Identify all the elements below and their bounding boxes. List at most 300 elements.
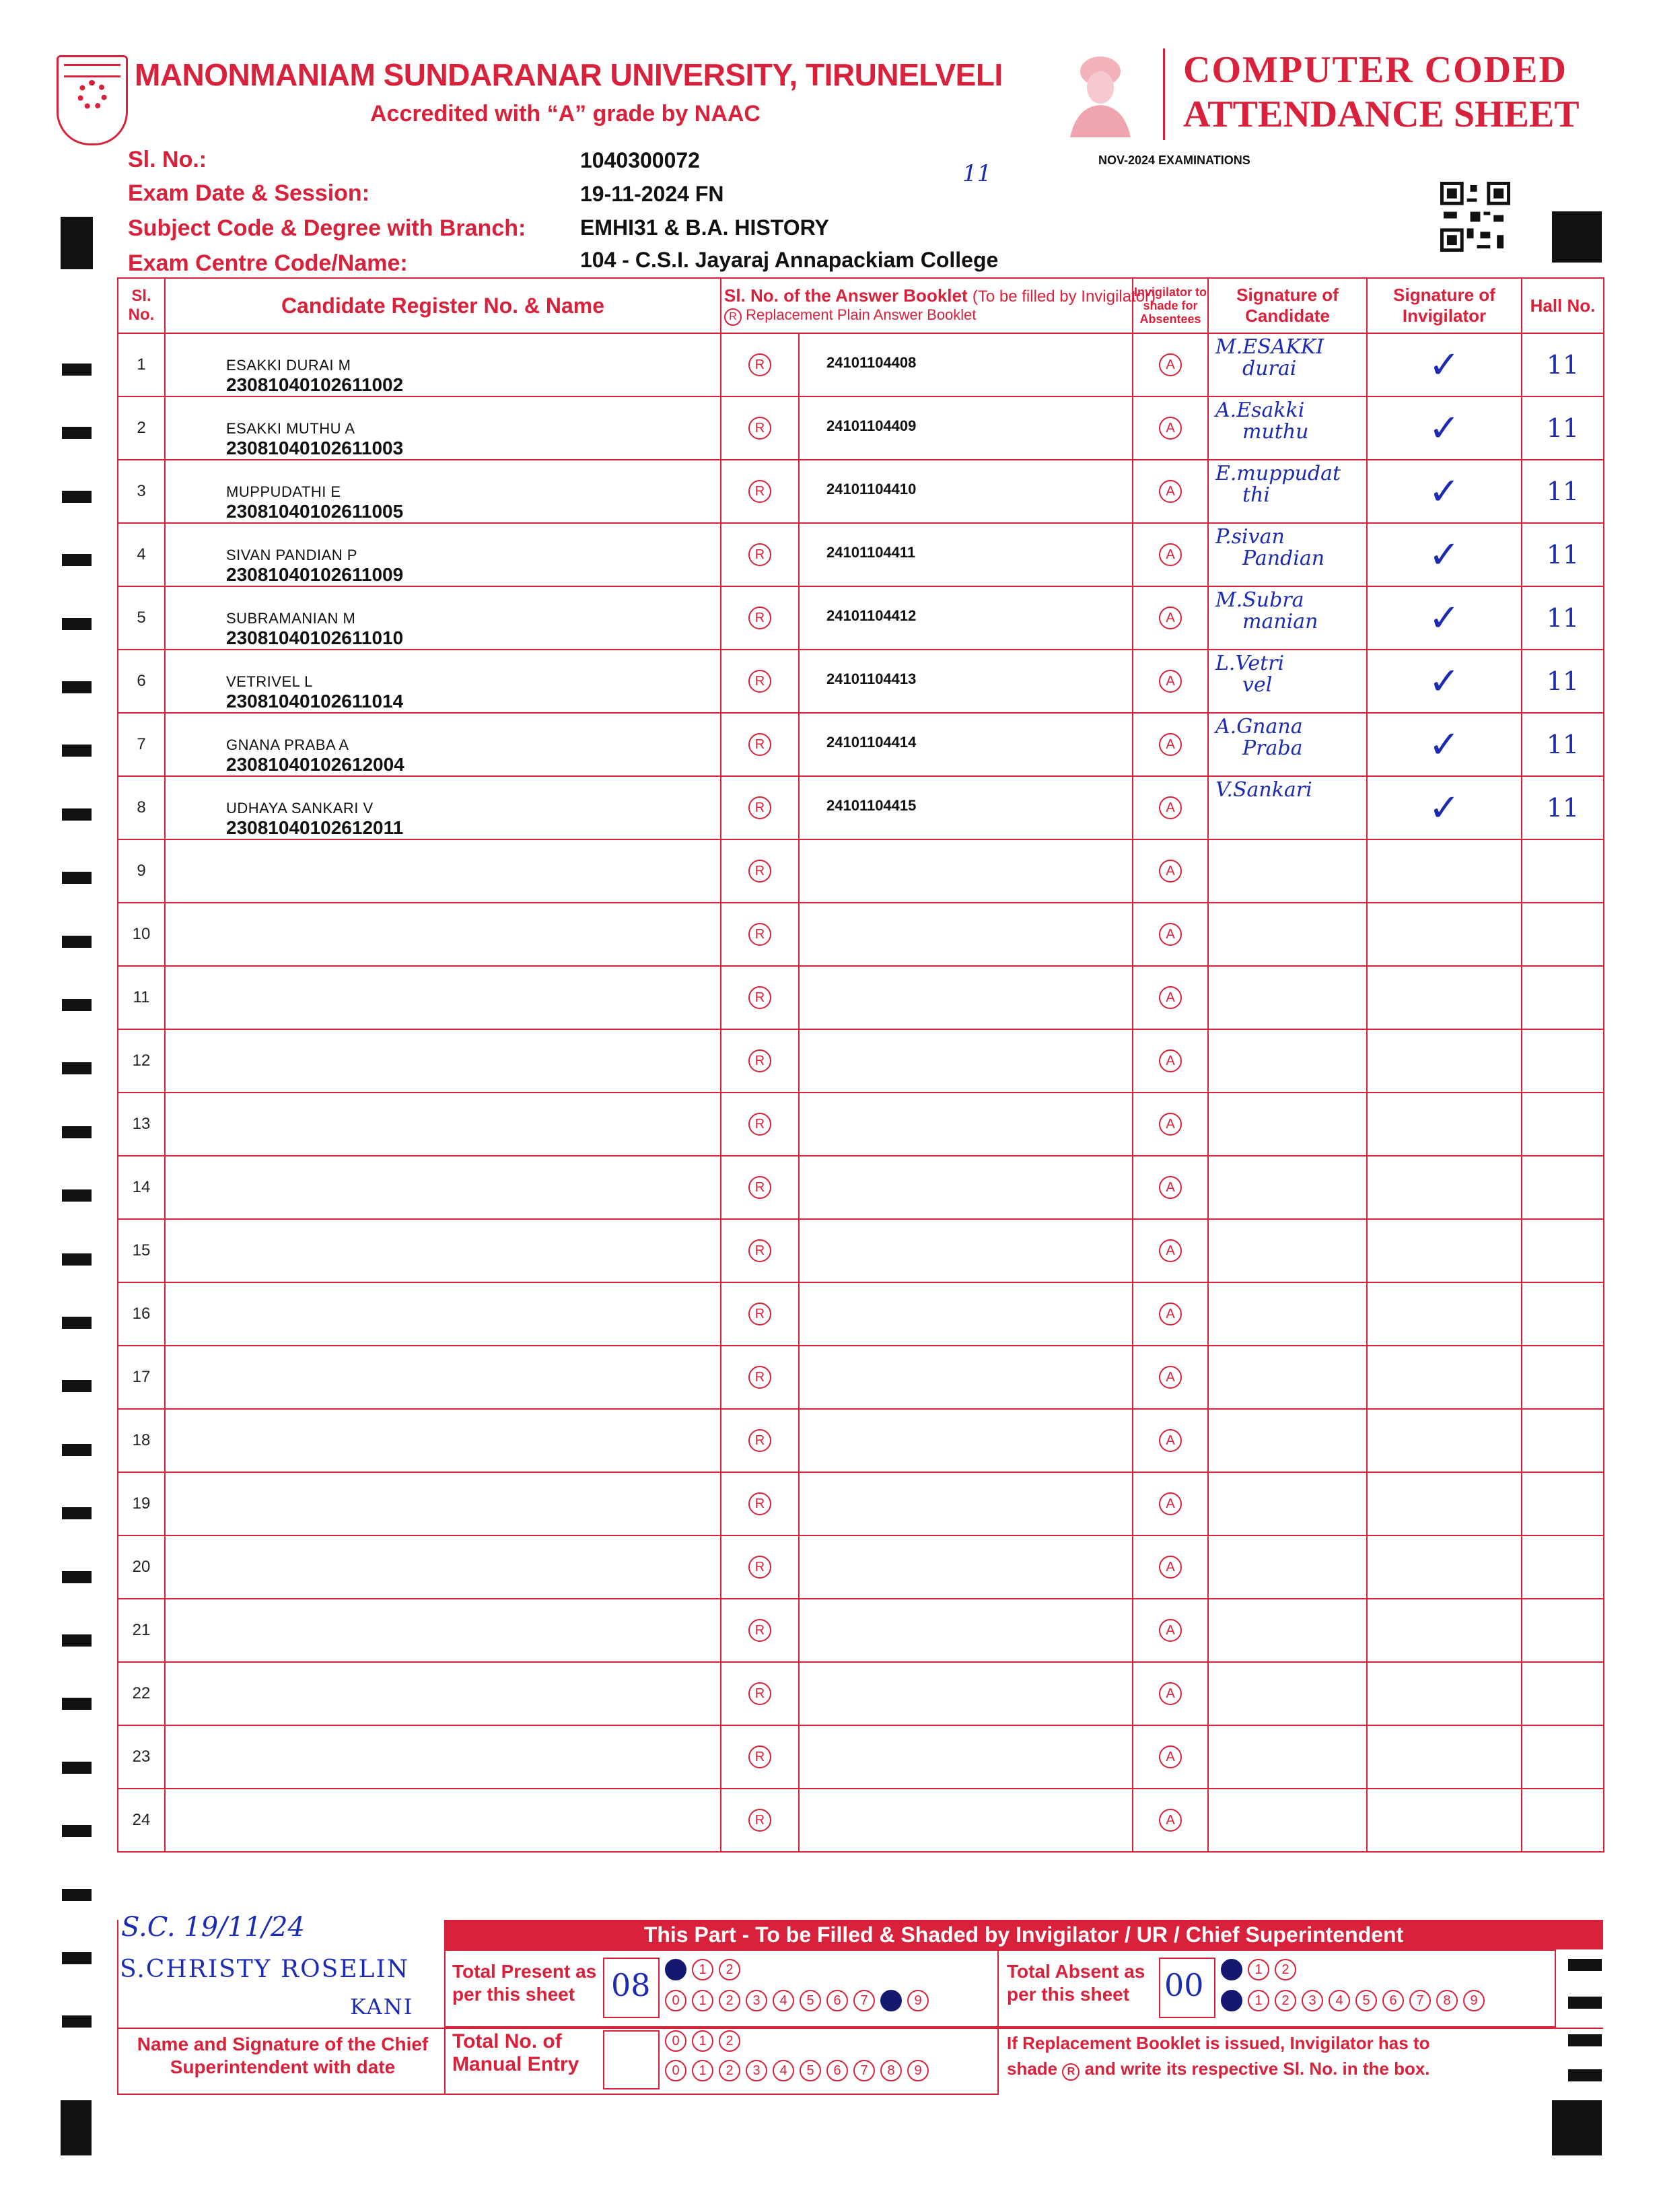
timing-mark [62, 1698, 92, 1710]
present-tens-bubbles[interactable] [665, 1959, 746, 1980]
absent-cell [1133, 1282, 1208, 1346]
present-units-bubbles[interactable] [665, 1990, 934, 2011]
candidate-name: ESAKKI MUTHU A [226, 420, 355, 437]
qr-code [1440, 182, 1510, 252]
registration-mark [1552, 2100, 1602, 2155]
absent-tens-bubbles[interactable] [1221, 1959, 1302, 1980]
sheet-title-line1: COMPUTER CODED [1183, 49, 1567, 91]
invigilator-signature-cell[interactable] [1367, 1535, 1522, 1599]
booklet-cell[interactable] [799, 650, 1133, 713]
replacement-cell [721, 1725, 799, 1789]
digit-bubble[interactable]: 8 [880, 1990, 902, 2011]
manual-entry-field[interactable] [603, 2030, 660, 2089]
booklet-cell[interactable] [799, 1599, 1133, 1662]
candidate-signature-cell[interactable] [1208, 396, 1367, 460]
digit-bubble[interactable]: 3 [746, 2060, 767, 2081]
hall-cell [1522, 1093, 1604, 1156]
row-sl: 5 [118, 586, 165, 650]
candidate-signature-cell[interactable] [1208, 713, 1367, 776]
booklet-cell[interactable] [799, 1219, 1133, 1282]
table-row [118, 1472, 1604, 1535]
absent-cell [1133, 966, 1208, 1029]
replacement-bubble[interactable]: R [748, 733, 771, 756]
absent-bubble[interactable]: A [1159, 1492, 1182, 1515]
invigilator-signature-cell[interactable] [1367, 1789, 1522, 1852]
replacement-cell [721, 1029, 799, 1093]
absent-cell [1133, 586, 1208, 650]
candidate-signature-cell[interactable] [1208, 650, 1367, 713]
absent-bubble[interactable]: A [1159, 860, 1182, 883]
absent-cell [1133, 713, 1208, 776]
chief-label: Name and Signature of the Chief Superintendent with date [137, 2034, 429, 2077]
absent-bubble[interactable]: A [1159, 1113, 1182, 1136]
hall-cell [1522, 333, 1604, 396]
booklet-cell[interactable] [799, 1029, 1133, 1093]
replacement-cell [721, 1472, 799, 1535]
absent-bubble[interactable]: A [1159, 1366, 1182, 1389]
row-sl: 24 [118, 1789, 165, 1852]
hall-number: 11 [1546, 603, 1580, 633]
replacement-bubble[interactable]: R [748, 543, 771, 566]
booklet-cell[interactable] [799, 460, 1133, 523]
replacement-bubble[interactable]: R [748, 1682, 771, 1705]
candidate-signature-cell[interactable] [1208, 333, 1367, 396]
candidate-signature-cell[interactable] [1208, 1662, 1367, 1725]
absent-cell [1133, 1725, 1208, 1789]
digit-bubble[interactable]: 3 [1302, 1990, 1323, 2011]
invigilator-signature-cell[interactable] [1367, 966, 1522, 1029]
absent-bubble[interactable]: A [1159, 543, 1182, 566]
row-sl: 22 [118, 1662, 165, 1725]
replacement-cell [721, 1093, 799, 1156]
digit-bubble[interactable]: 9 [907, 1990, 929, 2011]
candidate-register-no: 23081040102611010 [226, 627, 404, 648]
university-logo [57, 55, 128, 145]
candidate-signature-line1: P.sivan [1215, 525, 1285, 549]
absent-bubble[interactable]: A [1159, 1049, 1182, 1072]
absent-bubble[interactable]: A [1159, 1746, 1182, 1768]
table-row [118, 1662, 1604, 1725]
candidate-signature-cell[interactable] [1208, 1093, 1367, 1156]
invigilator-signature-cell[interactable] [1367, 396, 1522, 460]
candidate-signature-cell[interactable] [1208, 1029, 1367, 1093]
digit-bubble[interactable]: 3 [746, 1990, 767, 2011]
invigilator-signature-cell[interactable] [1367, 1409, 1522, 1472]
timing-mark [62, 872, 92, 884]
digit-bubble[interactable]: 0 [1221, 1990, 1242, 2011]
absent-cell [1133, 1156, 1208, 1219]
candidate-signature-line1: V.Sankari [1215, 778, 1312, 802]
invigilator-signature-cell[interactable] [1367, 333, 1522, 396]
absent-bubble[interactable]: A [1159, 1682, 1182, 1705]
booklet-cell[interactable] [799, 523, 1133, 586]
row-sl: 4 [118, 523, 165, 586]
col-header-hall: Hall No. [1522, 278, 1604, 333]
candidate-name: SUBRAMANIAN M [226, 610, 356, 627]
hall-cell [1522, 1535, 1604, 1599]
candidate-name: GNANA PRABA A [226, 736, 349, 753]
candidate-cell [165, 1535, 721, 1599]
absent-bubble[interactable]: A [1159, 1176, 1182, 1199]
absent-bubble[interactable]: A [1159, 480, 1182, 503]
replacement-cell [721, 460, 799, 523]
invigilator-signature-cell[interactable] [1367, 650, 1522, 713]
invigilator-signature: ✓ [1428, 406, 1460, 450]
timing-mark [62, 1889, 92, 1901]
candidate-register-no: 23081040102611003 [226, 438, 404, 458]
hall-cell [1522, 523, 1604, 586]
booklet-cell[interactable] [799, 966, 1133, 1029]
replacement-cell [721, 586, 799, 650]
invigilator-signature-cell[interactable] [1367, 1282, 1522, 1346]
absent-bubble[interactable]: A [1159, 923, 1182, 946]
candidate-signature-cell[interactable] [1208, 903, 1367, 966]
hall-cell [1522, 1789, 1604, 1852]
replacement-bubble[interactable]: R [748, 353, 771, 376]
absent-cell [1133, 1662, 1208, 1725]
col-header-candidate: Candidate Register No. & Name [165, 278, 721, 333]
row-sl: 18 [118, 1409, 165, 1472]
replacement-bubble[interactable]: R [748, 1176, 771, 1199]
replacement-note-shade: shade [1007, 2059, 1058, 2079]
digit-bubble[interactable]: 4 [1329, 1990, 1350, 2011]
registration-mark [61, 217, 93, 269]
booklet-cell[interactable] [799, 586, 1133, 650]
candidate-cell [165, 839, 721, 903]
invigilator-signature: ✓ [1428, 343, 1460, 387]
replacement-bubble[interactable]: R [748, 986, 771, 1009]
hall-number: 11 [1546, 477, 1580, 506]
absent-bubble[interactable]: A [1159, 733, 1182, 756]
absent-bubble[interactable]: A [1159, 1556, 1182, 1579]
digit-bubble[interactable]: 6 [826, 2060, 848, 2081]
invigilator-signature-cell[interactable] [1367, 713, 1522, 776]
candidate-signature-cell[interactable] [1208, 966, 1367, 1029]
replacement-bubble[interactable]: R [748, 607, 771, 629]
replacement-bubble[interactable]: R [748, 1746, 771, 1768]
booklet-number: 24101104413 [826, 670, 917, 687]
replacement-bubble[interactable]: R [748, 1113, 771, 1136]
invigilator-signature-cell[interactable] [1367, 523, 1522, 586]
replacement-bubble[interactable]: R [748, 480, 771, 503]
digit-bubble[interactable]: 0 [665, 2060, 686, 2081]
absent-cell [1133, 650, 1208, 713]
absent-cell [1133, 776, 1208, 839]
absent-bubble[interactable]: A [1159, 417, 1182, 440]
timing-mark [62, 1380, 92, 1392]
invigilator-signature-cell[interactable] [1367, 1472, 1522, 1535]
timing-mark [62, 1062, 92, 1074]
row-sl: 11 [118, 966, 165, 1029]
digit-bubble[interactable]: 2 [719, 2030, 740, 2052]
hall-cell [1522, 1662, 1604, 1725]
replacement-bubble[interactable]: R [748, 1809, 771, 1832]
invigilator-signature-cell[interactable] [1367, 586, 1522, 650]
timing-mark [62, 364, 92, 376]
replacement-bubble[interactable]: R [748, 1619, 771, 1642]
invigilator-signature-cell[interactable] [1367, 1219, 1522, 1282]
absent-units-bubbles[interactable] [1221, 1990, 1490, 2011]
replacement-bubble[interactable]: R [748, 1049, 771, 1072]
absent-bubble[interactable]: A [1159, 607, 1182, 629]
row-sl: 20 [118, 1535, 165, 1599]
candidate-cell [165, 1029, 721, 1093]
replacement-bubble[interactable]: R [748, 1303, 771, 1325]
booklet-cell[interactable] [799, 1346, 1133, 1409]
field-value-exam-date: 19-11-2024 FN [580, 182, 724, 206]
replacement-cell [721, 1789, 799, 1852]
replacement-bubble[interactable]: R [748, 1556, 771, 1579]
invigilator-signature-cell[interactable] [1367, 776, 1522, 839]
booklet-cell[interactable] [799, 1789, 1133, 1852]
replacement-cell [721, 1219, 799, 1282]
replacement-note-text: and write its respective Sl. No. in the box. [1084, 2059, 1430, 2079]
row-sl: 23 [118, 1725, 165, 1789]
digit-bubble[interactable]: 9 [907, 2060, 929, 2081]
invigilator-signature-cell[interactable] [1367, 460, 1522, 523]
invigilator-signature-cell[interactable] [1367, 1029, 1522, 1093]
booklet-cell[interactable] [799, 333, 1133, 396]
timing-mark [62, 618, 92, 630]
invigilator-signature-cell[interactable] [1367, 1725, 1522, 1789]
hall-cell [1522, 966, 1604, 1029]
timing-mark [62, 1825, 92, 1837]
digit-bubble[interactable]: 5 [800, 1990, 821, 2011]
replacement-bubble[interactable]: R [748, 1492, 771, 1515]
digit-bubble[interactable]: 6 [826, 1990, 848, 2011]
digit-bubble[interactable]: 0 [665, 1990, 686, 2011]
footer-banner: This Part - To be Filled & Shaded by Invigilator / UR / Chief Superintendent [444, 1920, 1603, 1949]
candidate-signature-cell[interactable] [1208, 586, 1367, 650]
table-row [118, 396, 1604, 460]
field-label-exam-date: Exam Date & Session: [128, 180, 370, 206]
invigilator-signature-cell[interactable] [1367, 839, 1522, 903]
replacement-bubble[interactable]: R [748, 860, 771, 883]
absent-bubble[interactable]: A [1159, 670, 1182, 693]
replacement-bubble[interactable]: R [748, 1429, 771, 1452]
candidate-signature-cell[interactable] [1208, 1472, 1367, 1535]
candidate-signature-cell[interactable] [1208, 1219, 1367, 1282]
digit-bubble[interactable]: 7 [853, 1990, 875, 2011]
absent-bubble[interactable]: A [1159, 986, 1182, 1009]
invigilator-signature-cell[interactable] [1367, 1093, 1522, 1156]
digit-bubble[interactable]: 8 [880, 2060, 902, 2081]
candidate-signature-cell[interactable] [1208, 776, 1367, 839]
total-absent-value: 00 [1164, 1967, 1204, 2003]
timing-mark [62, 1952, 92, 1964]
candidate-name: VETRIVEL L [226, 673, 313, 690]
absent-cell [1133, 1093, 1208, 1156]
booklet-cell[interactable] [799, 713, 1133, 776]
candidate-signature-line2: Pandian [1242, 547, 1325, 570]
digit-bubble[interactable]: 1 [692, 2060, 713, 2081]
candidate-signature-cell[interactable] [1208, 1282, 1367, 1346]
timing-mark [62, 2015, 92, 2028]
replacement-bubble[interactable]: R [748, 1366, 771, 1389]
hall-cell [1522, 1029, 1604, 1093]
row-sl: 1 [118, 333, 165, 396]
booklet-cell[interactable] [799, 903, 1133, 966]
digit-bubble[interactable]: 2 [719, 1959, 740, 1980]
candidate-register-no: 23081040102611005 [226, 501, 404, 522]
booklet-cell[interactable] [799, 776, 1133, 839]
digit-bubble[interactable]: 1 [692, 2030, 713, 2052]
digit-bubble[interactable]: 5 [800, 2060, 821, 2081]
hall-cell [1522, 1472, 1604, 1535]
hall-cell [1522, 1282, 1604, 1346]
absent-cell [1133, 1409, 1208, 1472]
booklet-cell[interactable] [799, 1662, 1133, 1725]
invigilator-signature: ✓ [1428, 469, 1460, 514]
absent-bubble[interactable]: A [1159, 1429, 1182, 1452]
replacement-cell [721, 1282, 799, 1346]
digit-bubble[interactable]: 4 [773, 1990, 794, 2011]
digit-bubble[interactable]: 0 [665, 2030, 686, 2052]
invigilator-signature-cell[interactable] [1367, 1156, 1522, 1219]
candidate-signature-cell[interactable] [1208, 1725, 1367, 1789]
invigilator-signature-cell[interactable] [1367, 903, 1522, 966]
digit-bubble[interactable]: 1 [1248, 1959, 1269, 1980]
col-header-booklet-sub: Replacement Plain Answer Booklet [746, 306, 977, 323]
col-header-booklet-note: (To be filled by Invigilator) [972, 287, 1156, 306]
candidate-name: UDHAYA SANKARI V [226, 800, 374, 817]
digit-bubble[interactable]: 2 [719, 2060, 740, 2081]
absent-bubble[interactable]: A [1159, 796, 1182, 819]
digit-bubble[interactable]: 1 [692, 1959, 713, 1980]
digit-bubble[interactable]: 2 [1275, 1990, 1296, 2011]
hall-cell [1522, 460, 1604, 523]
table-row [118, 1409, 1604, 1472]
candidate-cell [165, 1472, 721, 1535]
digit-bubble[interactable]: 4 [773, 2060, 794, 2081]
timing-mark [62, 681, 92, 693]
total-absent-label: Total Absent as per this sheet [1007, 1961, 1145, 2005]
replacement-cell [721, 839, 799, 903]
timing-mark [62, 1571, 92, 1583]
booklet-number: 24101104410 [826, 481, 917, 497]
candidate-cell [165, 1346, 721, 1409]
digit-bubble[interactable]: 0 [1221, 1959, 1242, 1980]
timing-mark [1568, 1997, 1602, 2009]
invigilator-signature-cell[interactable] [1367, 1662, 1522, 1725]
row-sl: 3 [118, 460, 165, 523]
invigilator-signature: ✓ [1428, 596, 1460, 640]
booklet-cell[interactable] [799, 1409, 1133, 1472]
digit-bubble[interactable]: 0 [665, 1959, 686, 1980]
absent-cell [1133, 1535, 1208, 1599]
absent-bubble[interactable]: A [1159, 1239, 1182, 1262]
candidate-signature-cell[interactable] [1208, 839, 1367, 903]
digit-bubble[interactable]: 7 [853, 2060, 875, 2081]
absent-bubble[interactable]: A [1159, 353, 1182, 376]
booklet-cell[interactable] [799, 1535, 1133, 1599]
digit-bubble[interactable]: 2 [719, 1990, 740, 2011]
absent-bubble[interactable]: A [1159, 1809, 1182, 1832]
table-row [118, 1093, 1604, 1156]
hall-number: 11 [1546, 793, 1580, 823]
invigilator-signature-cell[interactable] [1367, 1346, 1522, 1409]
replacement-bubble[interactable]: R [748, 417, 771, 440]
absent-bubble[interactable]: A [1159, 1303, 1182, 1325]
invigilator-signature-cell[interactable] [1367, 1599, 1522, 1662]
candidate-signature-cell[interactable] [1208, 523, 1367, 586]
booklet-cell[interactable] [799, 839, 1133, 903]
candidate-cell [165, 776, 721, 839]
row-sl: 19 [118, 1472, 165, 1535]
candidate-signature-cell[interactable] [1208, 460, 1367, 523]
candidate-cell [165, 650, 721, 713]
founder-portrait-image [1063, 48, 1137, 137]
candidate-signature-line2: manian [1242, 610, 1318, 633]
booklet-number: 24101104409 [826, 417, 917, 434]
candidate-signature-cell[interactable] [1208, 1409, 1367, 1472]
total-present-value: 08 [611, 1967, 651, 2003]
candidate-cell [165, 713, 721, 776]
booklet-cell[interactable] [799, 1093, 1133, 1156]
digit-bubble[interactable]: 8 [1436, 1990, 1458, 2011]
absent-bubble[interactable]: A [1159, 1619, 1182, 1642]
hall-cell [1522, 839, 1604, 903]
replacement-bubble[interactable]: R [748, 796, 771, 819]
col-header-sig-candidate: Signature of Candidate [1208, 278, 1367, 333]
replacement-bubble[interactable]: R [748, 670, 771, 693]
candidate-name: SIVAN PANDIAN P [226, 547, 357, 563]
timing-mark [62, 745, 92, 757]
col-header-sl: Sl. No. [118, 278, 165, 333]
accreditation-text: Accredited with “A” grade by NAAC [370, 101, 761, 127]
replacement-cell [721, 396, 799, 460]
candidate-signature-cell[interactable] [1208, 1156, 1367, 1219]
booklet-cell[interactable] [799, 396, 1133, 460]
digit-bubble[interactable]: 1 [692, 1990, 713, 2011]
booklet-cell[interactable] [799, 1725, 1133, 1789]
candidate-signature-cell[interactable] [1208, 1346, 1367, 1409]
hall-cell [1522, 1156, 1604, 1219]
candidate-cell [165, 966, 721, 1029]
timing-mark [62, 936, 92, 948]
booklet-number: 24101104408 [826, 354, 917, 371]
candidate-cell [165, 1725, 721, 1789]
table-row [118, 776, 1604, 839]
digit-bubble[interactable]: 5 [1355, 1990, 1377, 2011]
table-row [118, 839, 1604, 903]
manual-tens-bubbles[interactable] [665, 2030, 746, 2052]
candidate-signature-cell[interactable] [1208, 1535, 1367, 1599]
replacement-bubble[interactable]: R [748, 923, 771, 946]
manual-units-bubbles[interactable] [665, 2060, 934, 2081]
digit-bubble[interactable]: 1 [1248, 1990, 1269, 2011]
candidate-signature-cell[interactable] [1208, 1789, 1367, 1852]
replacement-cell [721, 713, 799, 776]
digit-bubble[interactable]: 7 [1409, 1990, 1431, 2011]
booklet-cell[interactable] [799, 1156, 1133, 1219]
replacement-bubble[interactable]: R [748, 1239, 771, 1262]
digit-bubble[interactable]: 9 [1463, 1990, 1485, 2011]
replacement-cell [721, 903, 799, 966]
university-name: MANONMANIAM SUNDARANAR UNIVERSITY, TIRUNELVELI [135, 57, 1003, 92]
digit-bubble[interactable]: 2 [1275, 1959, 1296, 1980]
invigilator-signature: ✓ [1428, 532, 1460, 577]
replacement-cell [721, 650, 799, 713]
sheet-title-line2: ATTENDANCE SHEET [1183, 94, 1580, 135]
field-value-sl-no: 1040300072 [580, 148, 700, 172]
invigilator-signature: ✓ [1428, 659, 1460, 703]
digit-bubble[interactable]: 6 [1382, 1990, 1404, 2011]
booklet-cell[interactable] [799, 1472, 1133, 1535]
booklet-cell[interactable] [799, 1282, 1133, 1346]
candidate-signature-cell[interactable] [1208, 1599, 1367, 1662]
timing-mark [62, 1634, 92, 1647]
